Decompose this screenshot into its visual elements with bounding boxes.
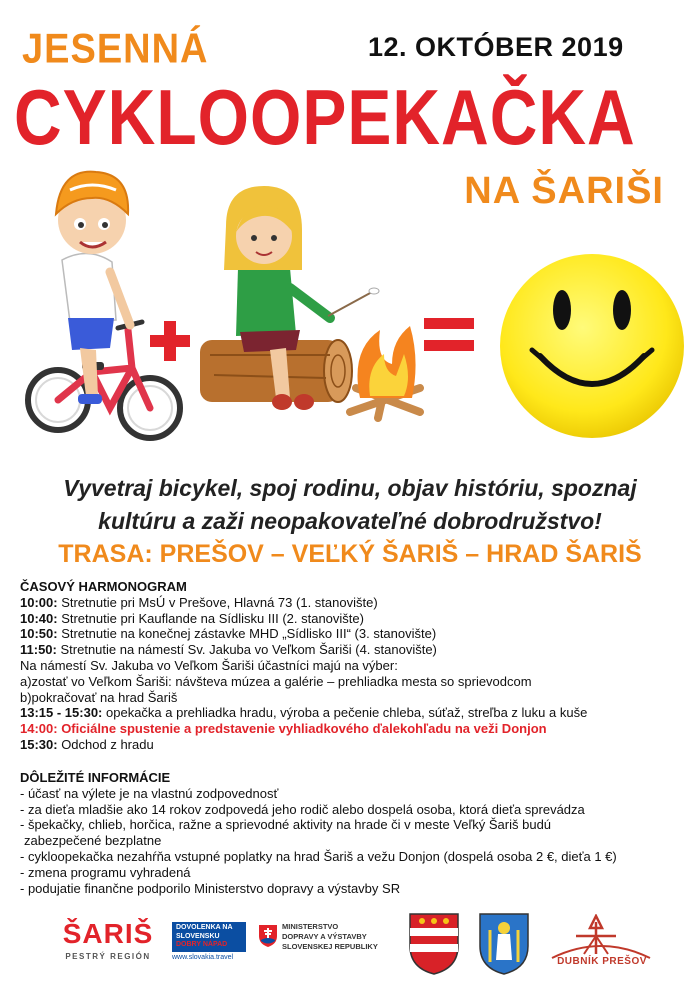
schedule-section xyxy=(20,579,690,753)
equals-icon xyxy=(424,318,474,351)
schedule-item: 15:30: Odchod z hradu xyxy=(20,736,154,752)
info-section xyxy=(20,770,690,896)
slovak-coat-of-arms-icon xyxy=(258,924,278,948)
ministry-line-1: MINISTERSTVO xyxy=(282,922,339,931)
schedule-item: 11:50: Stretnutie na námestí Sv. Jakuba vo Veľkom Šariši (4. stanovište) xyxy=(20,642,437,658)
schedule-item: 13:15 - 15:30: opekačka a prehliadka hradu, výroba a pečenie chleba, súťaž, streľba z luku a kuše xyxy=(20,705,588,721)
boy-on-bike-illustration xyxy=(28,172,180,438)
slogan-line-2: kultúru a zaži neopakovateľné dobrodružstvo! xyxy=(98,508,602,534)
saris-logo xyxy=(60,918,156,968)
schedule-choice-a: a)zostať vo Veľkom Šariši: návšteva múzea a galérie – prehliadka mesta so sprievodcom xyxy=(20,673,532,689)
info-item: - zmena programu vyhradená xyxy=(20,864,191,880)
info-item: - podujatie finančne podporilo Ministerstvo dopravy a výstavby SR xyxy=(20,880,401,896)
ministry-line-3: SLOVENSKEJ REPUBLIKY xyxy=(282,942,378,951)
coat-of-arms-red-icon xyxy=(408,912,460,976)
info-item: zabezpečené bezplatne xyxy=(24,833,162,849)
dubnik-name: DUBNÍK PREŠOV xyxy=(557,956,647,967)
info-item: - špekačky, chlieb, horčica, ražne a sprievodné aktivity na hrade či v meste Veľký Šariš budú xyxy=(20,817,552,833)
schedule-item: 10:50: Stretnutie na konečnej zástavke MHD „Sídlisko III“ (3. stanovište) xyxy=(20,626,437,642)
saris-logo-subtitle: PESTRÝ REGIÓN xyxy=(65,952,151,961)
route-heading: TRASA: PREŠOV – VEĽKÝ ŠARIŠ – HRAD ŠARIŠ xyxy=(58,540,642,568)
girl-by-campfire-illustration xyxy=(200,186,420,418)
title-prefix: JESENNÁ xyxy=(22,26,209,73)
event-date: 12. OKTÓBER 2019 xyxy=(368,32,624,62)
plus-icon xyxy=(150,321,190,361)
dovolenka-line-3: DOBRY NÁPAD xyxy=(176,941,228,948)
coat-of-arms-blue-icon xyxy=(478,912,530,976)
castle-tower-icon xyxy=(546,914,656,960)
illustration xyxy=(0,150,700,450)
dubnik-logo xyxy=(546,914,656,976)
ministry-line-2: DOPRAVY A VÝSTAVBY xyxy=(282,932,367,941)
info-item: - za dieťa mladšie ako 14 rokov zodpovedá jeho rodič alebo dospelá osoba, ktorá dieťa sprevádza xyxy=(20,801,585,817)
slogan xyxy=(0,472,700,538)
dovolenka-logo xyxy=(172,922,246,968)
dovolenka-url: www.slovakia.travel xyxy=(172,954,234,961)
info-heading: DÔLEŽITÉ INFORMÁCIE xyxy=(20,770,171,785)
schedule-heading: ČASOVÝ HARMONOGRAM xyxy=(20,579,187,594)
event-title: CYKLOOPEKAČKA xyxy=(14,73,636,161)
schedule-highlight: 14:00: Oficiálne spustenie a predstavenie vyhliadkového ďalekohľadu na veži Donjon xyxy=(20,721,547,737)
schedule-item: 10:40: Stretnutie pri Kauflande na Sídlisku III (2. stanovište) xyxy=(20,610,364,626)
schedule-item: 10:00: Stretnutie pri MsÚ v Prešove, Hlavná 73 (1. stanovište) xyxy=(20,594,378,610)
slogan-line-1: Vyvetraj bicykel, spoj rodinu, objav históriu, spoznaj xyxy=(63,475,637,501)
info-item: - účasť na výlete je na vlastnú zodpovednosť xyxy=(20,785,279,801)
saris-logo-name: ŠARIŠ xyxy=(62,918,154,949)
info-item: - cykloopekačka nezahŕňa vstupné poplatky na hrad Šariš a vežu Donjon (dospelá osoba 2 €, dieťa 1 €) xyxy=(20,848,617,864)
dovolenka-line-1: DOVOLENKA NA xyxy=(176,924,233,931)
title-suffix: NA ŠARIŠI xyxy=(464,170,664,212)
dovolenka-line-2: SLOVENSKU xyxy=(176,932,220,940)
schedule-choice-b: b)pokračovať na hrad Šariš xyxy=(20,689,178,705)
ministry-logo xyxy=(258,922,386,962)
schedule-choice-intro: Na námestí Sv. Jakuba vo Veľkom Šariši účastníci majú na výber: xyxy=(20,657,398,673)
smiley-face-icon xyxy=(500,254,684,438)
